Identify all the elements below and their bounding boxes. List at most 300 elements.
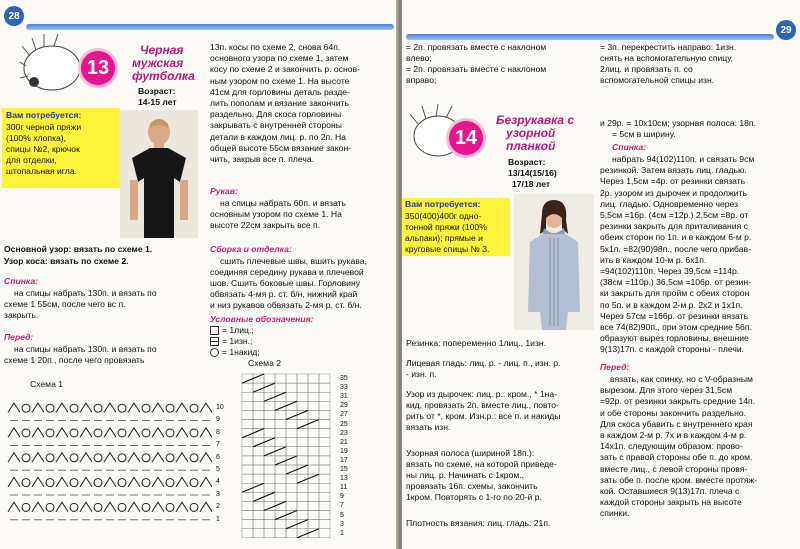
assembly-line: сшить плечевые швы, вшить рукава,: [220, 256, 367, 266]
scheme-1-cell: [70, 404, 78, 412]
materials-line: 300г черной пряжи: [6, 122, 82, 132]
scheme-2-cell: [319, 474, 330, 483]
scheme-1-cell: [200, 428, 212, 437]
scheme-2-cell: [319, 520, 330, 529]
eyelet-line: Узор из дырочек: лиц. р.: кром., * 1на-: [406, 389, 557, 399]
scheme-1-cell: [128, 428, 140, 437]
legend-title: Условные обозначения:: [210, 314, 314, 324]
scheme-2-cell: [242, 511, 253, 520]
scheme-2-cell: [264, 501, 275, 510]
front-line: и обе стороны закончить раздельно.: [600, 407, 747, 418]
scheme-2-cell: [319, 511, 330, 520]
page-number: 29: [776, 20, 796, 40]
scheme-row-number: 17: [340, 456, 348, 464]
legend-purl: = 1изн.;: [222, 336, 253, 346]
scheme-2-cell: [264, 492, 275, 501]
scheme-1-cell: [22, 454, 30, 462]
age-value: 14-15 лет: [138, 97, 177, 107]
scheme-1-cell: [70, 503, 78, 511]
purl-symbol-icon: [210, 337, 219, 346]
front-line: в каждом 2-м р. 7х и в каждом 4-м р.: [600, 430, 747, 440]
scheme-2-cell: [275, 456, 286, 465]
scheme-2-cell: [286, 520, 297, 529]
header-wave: [406, 34, 774, 40]
neckline-line: раздельно. Для скоса горловины: [210, 109, 342, 120]
scheme-row-number: 25: [340, 420, 348, 428]
materials-title: Вам потребуется:: [405, 199, 481, 209]
scheme-1-cell: [32, 453, 44, 462]
scheme-1-cell: [142, 479, 150, 487]
scheme-2-cell: [297, 392, 308, 401]
scheme-1-cell: [94, 479, 102, 487]
left-page: [0, 0, 398, 549]
scheme-2-cell: [308, 420, 319, 429]
scheme-row-number: 21: [340, 438, 348, 446]
back-line: 9(13)17п. с каждой стороны - плечи.: [600, 344, 745, 355]
scheme-2-cell: [319, 392, 330, 401]
project-title-line-2: узорной: [506, 126, 556, 140]
scheme-2-cell: [297, 374, 308, 383]
scheme-2-cell: [264, 474, 275, 483]
scheme-2-cell: [253, 465, 264, 474]
scheme-1-cell: [46, 503, 54, 511]
scheme-2-cell: [264, 447, 275, 456]
materials-line: тонной пряжи (100%: [405, 222, 487, 232]
scheme-1-cell: [176, 502, 188, 511]
project-title-line-1: Безрукавка с: [496, 113, 575, 127]
scheme-2-cell: [286, 447, 297, 456]
scheme-1-cell: [142, 429, 150, 437]
scheme-1-cell: [128, 403, 140, 412]
materials-line: альпаки); прямые и: [405, 233, 483, 243]
scheme-2-cell: [253, 529, 264, 538]
scheme-2-cell: [319, 429, 330, 438]
scheme-1-cell: [166, 454, 174, 462]
scheme-2-cell: [297, 420, 308, 429]
scheme-2-cell: [253, 438, 264, 447]
scheme-2-cell: [319, 447, 330, 456]
scheme-1-cell: [152, 477, 164, 486]
front-line: зать обе п. после кром. вместе протяж-: [600, 474, 758, 485]
neckline-line: ным узором по схеме 1. На высоте: [210, 75, 350, 86]
front-line: 14х1п. следующим образом: прово-: [600, 441, 743, 452]
scheme-2-cell: [275, 374, 286, 383]
scheme-2-cell: [242, 447, 253, 456]
scheme-1-cell: [128, 477, 140, 486]
symbol-line: = 3п. перекрестить направо: 1изн.: [600, 42, 737, 52]
scheme-2-cell: [297, 401, 308, 410]
neckline-line: основного узора по схеме 1, затем: [210, 53, 349, 64]
scheme-1-cell: [46, 454, 54, 462]
scheme-1-cell: [22, 404, 30, 412]
back-line: резинкой. Затем вязать лиц. гладью.: [600, 165, 747, 176]
assembly-line: и низ рукавов обвязать 2-мя р. ст. б/н.: [210, 300, 362, 310]
scheme-2-cell: [308, 410, 319, 419]
scheme-row-number: 5: [216, 466, 220, 473]
strip-line: провязать 16п. схемы, закончить: [406, 481, 538, 491]
scheme-2-cell: [297, 474, 308, 483]
scheme-1-cell: [128, 453, 140, 462]
scheme-2-cell: [308, 465, 319, 474]
model-photo: [120, 110, 198, 238]
scheme-2-cell: [275, 520, 286, 529]
scheme-2-cell: [308, 529, 319, 538]
scheme-1-cell: [118, 404, 126, 412]
scheme-2-cell: [253, 483, 264, 492]
scheme-2-cell: [286, 465, 297, 474]
scheme-2-cell: [286, 501, 297, 510]
scheme-2-cell: [286, 374, 297, 383]
scheme-2-cell: [242, 383, 253, 392]
scheme-2-cell: [264, 438, 275, 447]
neckline-line: чить, закрыв все п. плеча.: [210, 154, 315, 164]
front-line: каждой стороны закрыть на высоте: [600, 497, 742, 508]
scheme-row-number: 35: [340, 375, 348, 382]
back-line: (38см =110р.) 36,5см =106р. от резин-: [600, 277, 752, 288]
stockinette-line: - изн. п.: [406, 369, 437, 379]
back-line: Через 1,5см =4р. от резинки связать: [600, 176, 746, 187]
scheme-1-cell: [118, 479, 126, 487]
legend-knit: = 1лиц.;: [222, 325, 254, 335]
strip-line: вязать по схеме, на которой приведе-: [406, 459, 557, 469]
scheme-1-cell: [152, 403, 164, 412]
back-line: ить в каждом 10-м р. 6х1п.: [600, 254, 707, 265]
scheme-2-cell: [297, 511, 308, 520]
back-title: Спинка:: [4, 276, 38, 286]
stockinette-line: Лицевая гладь: лиц. р. - лиц. п., изн. р.: [406, 358, 561, 368]
scheme-row-number: 11: [340, 484, 348, 492]
scheme-2-cell: [253, 410, 264, 419]
symbol-line: 2лиц. и провязать п. со: [600, 64, 693, 74]
scheme-2-cell: [242, 501, 253, 510]
right-header-bar: [402, 0, 800, 40]
scheme-1-label: Схема 1: [30, 379, 64, 389]
scheme-1-cell: [8, 403, 20, 412]
eyelet-line: вязать изн.: [406, 422, 451, 432]
scheme-row-number: 27: [340, 411, 348, 419]
rib-line: Резинка: попеременно 1лиц., 1изн.: [406, 338, 547, 348]
scheme-2-cell: [319, 456, 330, 465]
scheme-2-cell: [264, 520, 275, 529]
scheme-1-cell: [22, 429, 30, 437]
scheme-1-cell: [70, 479, 78, 487]
front-line: Для скоса убавить с внутреннего края: [600, 418, 753, 429]
scheme-2-cell: [275, 438, 286, 447]
scheme-2-cell: [275, 492, 286, 501]
scheme-1-cell: [128, 502, 140, 511]
scheme-2-cell: [242, 520, 253, 529]
materials-line: для отделки,: [6, 155, 57, 165]
scheme-2-cell: [286, 511, 297, 520]
density-line: = 5см в ширину.: [612, 129, 676, 139]
scheme-2-cell: [275, 410, 286, 419]
scheme-1-cell: [142, 503, 150, 511]
scheme-1-cell: [200, 453, 212, 462]
scheme-2-cell: [253, 420, 264, 429]
scheme-2-cell: [308, 374, 319, 383]
scheme-2-cell: [308, 456, 319, 465]
scheme-2-cell: [319, 465, 330, 474]
scheme-1-cell: [56, 502, 68, 511]
front-title: Перед:: [4, 332, 34, 342]
scheme-row-number: 2: [216, 503, 220, 511]
scheme-2-cell: [264, 383, 275, 392]
scheme-row-number: 9: [216, 416, 220, 424]
symbol-line: снять на вспомогательную спицу,: [600, 53, 734, 63]
knit-symbol-icon: [210, 326, 219, 335]
scheme-row-number: 29: [340, 402, 348, 410]
scheme-1-cell: [94, 404, 102, 412]
scheme-2-cell: [319, 420, 330, 429]
scheme-1-cell: [22, 503, 30, 511]
scheme-row-number: 4: [216, 478, 220, 486]
scheme-1-cell: [56, 403, 68, 412]
front-line: вместе лиц., с левой стороны провя-: [600, 463, 748, 474]
project-number-badge: 14: [446, 118, 486, 158]
eyelet-line: кид, провязать 2п. вместе лиц., повто-: [406, 400, 559, 410]
neckline-line: 13п. косы по схеме 2, снова 64п.: [210, 42, 341, 52]
scheme-2-cell: [297, 501, 308, 510]
scheme-row-number: 7: [340, 502, 344, 510]
main-pattern-line: Основной узор: вязать по схеме 1.: [4, 244, 153, 254]
symbol-line: вспомогательной спицы изн.: [600, 75, 715, 85]
project-title-line-3: планкой: [506, 139, 556, 153]
scheme-2-cell: [297, 429, 308, 438]
symbol-line: влево;: [406, 53, 432, 63]
scheme-2-cell: [319, 501, 330, 510]
age-label: Возраст:: [508, 157, 546, 167]
density-line: и 29р. = 10х10см; узорная полоса: 18п.: [600, 118, 756, 128]
scheme-2-cell: [297, 520, 308, 529]
scheme-1-cell: [56, 477, 68, 486]
scheme-2-cell: [242, 529, 253, 538]
scheme-1-cell: [32, 477, 44, 486]
assembly-line: обвязать 4-мя р. ст. б/н, нижний край: [210, 289, 358, 299]
back-line: по 5п. и в каждом 2-м р. 2х2 и 1х1п.: [600, 299, 743, 310]
main-pattern-line: Узор коса: вязать по схеме 2.: [4, 256, 129, 266]
back-title: Спинка:: [612, 142, 646, 152]
scheme-2-cell: [264, 420, 275, 429]
strip-line: Узорная полоса (шириной 18п.):: [406, 448, 535, 458]
scheme-1-cell: [56, 453, 68, 462]
scheme-2-cell: [308, 383, 319, 392]
scheme-1-cell: [142, 454, 150, 462]
scheme-row-number: 19: [340, 447, 348, 455]
front-line: спинки.: [600, 508, 630, 519]
scheme-1-cell: [104, 453, 116, 462]
assembly-line: шов. Сшить боковые швы. Горловину: [210, 278, 361, 288]
scheme-2-chart: [240, 372, 336, 540]
scheme-2-cell: [253, 429, 264, 438]
back-line: резинки закрыть для приталивания с: [600, 221, 748, 232]
scheme-1-cell: [46, 429, 54, 437]
scheme-2-cell: [253, 501, 264, 510]
scheme-2-cell: [242, 465, 253, 474]
scheme-row-number: 7: [216, 441, 220, 449]
scheme-1-cell: [70, 429, 78, 437]
scheme-2-cell: [242, 392, 253, 401]
back-line: образуют вырез горловины, внешние: [600, 333, 749, 344]
scheme-1-cell: [190, 503, 198, 511]
project-title-line-3: футболка: [132, 69, 195, 83]
strip-line: ны лиц. р. Начинать с 1кром.,: [406, 470, 525, 480]
materials-line: круговые спицы № 3.: [405, 244, 490, 254]
scheme-2-cell: [286, 438, 297, 447]
scheme-2-cell: [319, 483, 330, 492]
scheme-1-cell: [200, 403, 212, 412]
scheme-row-number: 10: [216, 404, 224, 411]
front-line: вязать, как спинку, но с V-образным: [610, 374, 753, 384]
scheme-1-cell: [200, 502, 212, 511]
strip-line: 1кром. Повторять с 1-го по 20-й р.: [406, 492, 542, 502]
scheme-2-cell: [264, 410, 275, 419]
scheme-2-cell: [297, 383, 308, 392]
scheme-2-cell: [308, 438, 319, 447]
scheme-2-cell: [242, 456, 253, 465]
back-line: 5х1п. =82(90)98п., после чего прибав-: [600, 243, 751, 254]
scheme-1-cell: [8, 428, 20, 437]
scheme-2-cell: [308, 392, 319, 401]
back-line: на спицы набрать 130п. и вязать по: [14, 288, 157, 298]
scheme-2-cell: [286, 529, 297, 538]
scheme-1-cell: [104, 477, 116, 486]
scheme-2-cell: [275, 511, 286, 520]
back-line: =94(102)110п. Через 39,5см =114р.: [600, 266, 740, 276]
scheme-2-cell: [242, 474, 253, 483]
scheme-2-cell: [286, 383, 297, 392]
materials-title: Вам потребуется:: [6, 110, 82, 120]
scheme-1-cell: [46, 404, 54, 412]
scheme-2-cell: [242, 492, 253, 501]
scheme-2-cell: [253, 492, 264, 501]
scheme-1-cell: [56, 428, 68, 437]
symbol-line: = 2п. провязать вместе с наклоном: [406, 64, 547, 74]
sleeve-line: высоте 22см закрыть все п.: [210, 220, 321, 230]
assembly-title: Сборка и отделка:: [210, 244, 292, 254]
scheme-row-number: 3: [340, 520, 344, 528]
scheme-1-cell: [80, 428, 92, 437]
scheme-2-cell: [286, 492, 297, 501]
scheme-1-cell: [104, 502, 116, 511]
scheme-2-cell: [319, 529, 330, 538]
scheme-2-cell: [286, 474, 297, 483]
materials-line: спицы №2, крючок: [6, 144, 80, 154]
age-label: Возраст:: [138, 86, 176, 96]
back-line: ки закрыть для пройм с обеих сторон: [600, 288, 750, 299]
assembly-line: соединяя середину рукава и плечевой: [210, 267, 364, 277]
scheme-row-number: 3: [216, 490, 220, 498]
scheme-2-cell: [308, 520, 319, 529]
scheme-row-number: 5: [340, 511, 344, 519]
scheme-2-cell: [275, 447, 286, 456]
scheme-1-cell: [200, 477, 212, 486]
scheme-2-cell: [253, 447, 264, 456]
scheme-row-number: 9: [340, 493, 344, 501]
scheme-1-cell: [190, 429, 198, 437]
scheme-2-cell: [286, 429, 297, 438]
neckline-line: детали в каждом лиц. р. по 2п. На: [210, 131, 346, 142]
front-title: Перед:: [600, 362, 630, 372]
legend-yarn-over: = 1накид;: [222, 347, 260, 357]
front-line: схеме 1 20п., после чего провязать: [4, 355, 145, 365]
page-number: 28: [4, 6, 24, 26]
back-line: лиц. гладью. Одновременно через: [600, 198, 739, 209]
scheme-2-cell: [264, 392, 275, 401]
scheme-1-cell: [152, 428, 164, 437]
scheme-2-cell: [242, 429, 253, 438]
scheme-2-cell: [297, 447, 308, 456]
yarn-over-symbol-icon: [210, 348, 219, 357]
scheme-2-cell: [297, 483, 308, 492]
scheme-2-cell: [264, 429, 275, 438]
scheme-2-cell: [275, 529, 286, 538]
scheme-2-cell: [286, 456, 297, 465]
scheme-2-cell: [253, 383, 264, 392]
scheme-2-cell: [286, 392, 297, 401]
scheme-2-cell: [319, 383, 330, 392]
scheme-row-number: 13: [340, 475, 348, 483]
scheme-row-number: 31: [340, 393, 348, 401]
scheme-2-cell: [275, 429, 286, 438]
neckline-line: 41см для горловины деталь разде-: [210, 86, 350, 97]
neckline-line: косу по схеме 2 и закончить р. основ-: [210, 64, 360, 75]
scheme-1-cell: [152, 453, 164, 462]
scheme-1-cell: [8, 477, 20, 486]
scheme-1-cell: [176, 403, 188, 412]
scheme-1-cell: [80, 453, 92, 462]
scheme-2-cell: [319, 410, 330, 419]
scheme-2-cell: [275, 501, 286, 510]
scheme-2-cell: [286, 410, 297, 419]
scheme-2-cell: [264, 511, 275, 520]
density-line: Плотность вязания: лиц. гладь: 21п.: [406, 518, 551, 528]
scheme-2-cell: [242, 483, 253, 492]
sleeve-line: основным узором по схеме 1. На: [210, 209, 342, 219]
scheme-1-cell: [118, 429, 126, 437]
project-number-badge: 13: [78, 48, 118, 88]
scheme-2-cell: [286, 420, 297, 429]
scheme-2-cell: [308, 429, 319, 438]
scheme-1-cell: [166, 404, 174, 412]
scheme-row-number: 23: [340, 429, 348, 437]
scheme-1-cell: [176, 477, 188, 486]
scheme-2-cell: [308, 501, 319, 510]
scheme-2-cell: [275, 401, 286, 410]
scheme-1-cell: [142, 404, 150, 412]
scheme-2-cell: [242, 374, 253, 383]
back-line: 5,5см =16р. (4см =12р.) 2,5см =8р. от: [600, 210, 749, 220]
scheme-2-cell: [253, 374, 264, 383]
scheme-1-cell: [22, 479, 30, 487]
scheme-2-cell: [297, 492, 308, 501]
neckline-line: общей высоте 55см вязание закон-: [210, 142, 352, 153]
back-line: схеме 1 55см, после чего вс п.: [4, 299, 126, 309]
scheme-1-cell: [80, 403, 92, 412]
scheme-2-cell: [264, 483, 275, 492]
scheme-2-cell: [297, 529, 308, 538]
back-line: закрыть.: [4, 310, 39, 320]
scheme-1-cell: [32, 403, 44, 412]
right-page: [402, 0, 800, 549]
scheme-2-cell: [275, 465, 286, 474]
symbol-line: = 2п. провязать вместе с наклоном: [406, 42, 547, 52]
scheme-row-number: 1: [216, 515, 220, 523]
scheme-1-cell: [190, 479, 198, 487]
scheme-2-cell: [297, 410, 308, 419]
header-wave: [26, 24, 394, 30]
scheme-2-cell: [286, 401, 297, 410]
scheme-2-cell: [319, 401, 330, 410]
